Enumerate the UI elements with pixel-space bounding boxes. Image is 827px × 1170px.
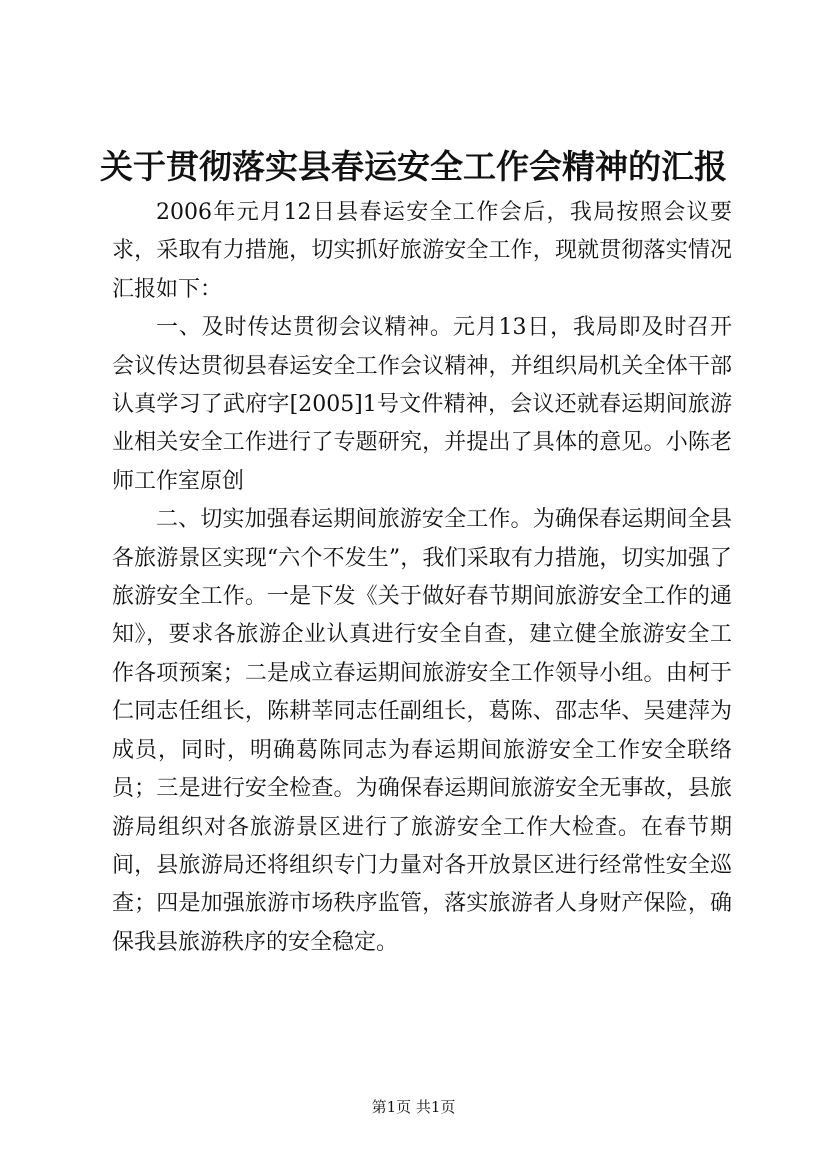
paragraph-intro: 2006年元月12日县春运安全工作会后，我局按照会议要求，采取有力措施，切实抓好旅游安全工作，现就贯彻落实情况汇报如下： <box>112 200 732 302</box>
document-body <box>112 194 732 962</box>
document-title: 关于贯彻落实县春运安全工作会精神的汇报 <box>100 147 727 186</box>
paragraph-section-two: 二、切实加强春运期间旅游安全工作。为确保春运期间全县各旅游景区实现“六个不发生”，我们采取有力措施，切实加强了旅游安全工作。一是下发《关于做好春节期间旅游安全工作的通知》，要求各旅游企业认真进行安全自查，建立健全旅游安全工作各项预案；二是成立春运期间旅游安全工作领导小组。由柯于仁同志任组长，陈耕莘同志任副组长，葛陈、邵志华、吴建萍为成员，同时，明确葛陈同志为春运期间旅游安全工作安全联络员；三是进行安全检查。为确保春运期间旅游安全无事故，县旅游局组织对各旅游景区进行了旅游安全工作大检查。在春节期间，县旅游局还将组织专门力量对各开放景区进行经常性安全巡查；四是加强旅游市场秩序监管，落实旅游者人身财产保险，确保我县旅游秩序的安全稳定。 <box>112 507 732 955</box>
page-footer: 第1页 共1页 <box>371 1098 456 1116</box>
paragraph-section-one: 一、及时传达贯彻会议精神。元月13日，我局即及时召开会议传达贯彻县春运安全工作会议精神，并组织局机关全体干部认真学习了武府字[2005]1号文件精神，会议还就春运期间旅游业相关安全工作进行了专题研究，并提出了具体的意见。小陈老师工作室原创 <box>112 315 732 494</box>
